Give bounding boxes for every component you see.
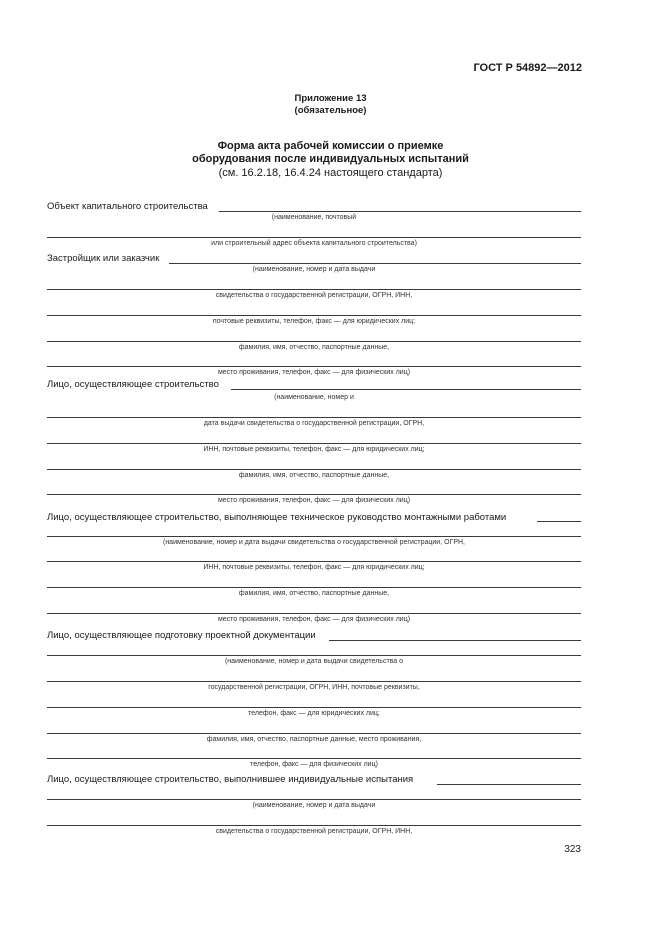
form-field-line[interactable] <box>47 289 581 290</box>
field-caption: свидетельства о государственной регистрации, ОГРН, ИНН, <box>215 292 413 299</box>
form-title-line2: оборудования после индивидуальных испытаний <box>192 153 469 165</box>
field-caption: фамилия, имя, отчество, паспортные данные, <box>238 472 390 479</box>
field-caption: (наименование, номер и дата выдачи свидетельства о <box>224 658 404 665</box>
form-field-line[interactable] <box>169 263 581 264</box>
form-field-line[interactable] <box>47 494 581 495</box>
form-reference: (см. 16.2.18, 16.4.24 настоящего стандарта) <box>218 167 443 179</box>
field-caption: фамилия, имя, отчество, паспортные данные, место проживания, <box>206 736 422 743</box>
form-field-line[interactable] <box>47 469 581 470</box>
standard-number: ГОСТ Р 54892—2012 <box>473 62 582 74</box>
field-caption: почтовые реквизиты, телефон, факс — для юридических лиц; <box>212 318 416 325</box>
form-field-line[interactable] <box>329 640 581 641</box>
form-field-line[interactable] <box>47 341 581 342</box>
form-field-line[interactable] <box>47 707 581 708</box>
appendix-title: Приложение 13 <box>294 93 367 104</box>
field-caption: (наименование, почтовый <box>271 214 357 221</box>
field-caption: ИНН, почтовые реквизиты, телефон, факс — для юридических лиц; <box>203 564 425 571</box>
section-label: Лицо, осуществляющее строительство, выполняющее техническое руководство монтажными работами <box>47 512 507 523</box>
form-field-line[interactable] <box>47 443 581 444</box>
field-caption: телефон, факс — для физических лиц) <box>250 761 378 768</box>
section-label: Застройщик или заказчик <box>47 253 160 264</box>
form-field-line[interactable] <box>47 561 581 562</box>
form-field-line[interactable] <box>47 613 581 614</box>
form-field-line[interactable] <box>47 825 581 826</box>
form-field-line[interactable] <box>47 315 581 316</box>
form-field-line[interactable] <box>47 536 581 537</box>
form-field-line[interactable] <box>47 587 581 588</box>
section-label: Лицо, осуществляющее строительство <box>47 379 219 390</box>
section-label: Объект капитального строительства <box>47 201 208 212</box>
field-caption: или строительный адрес объекта капитального строительства) <box>211 240 417 247</box>
appendix-status: (обязательное) <box>294 105 367 116</box>
field-caption: государственной регистрации, ОГРН, ИНН, почтовые реквизиты, <box>208 684 420 691</box>
field-caption: фамилия, имя, отчество, паспортные данные, <box>238 344 390 351</box>
field-caption: (наименование, номер и дата выдачи <box>252 802 376 809</box>
field-caption: свидетельства о государственной регистрации, ОГРН, ИНН, <box>215 828 413 835</box>
field-caption: фамилия, имя, отчество, паспортные данные, <box>238 590 390 597</box>
form-field-line[interactable] <box>219 211 581 212</box>
form-title-line1: Форма акта рабочей комиссии о приемке <box>217 140 444 152</box>
form-field-line[interactable] <box>47 733 581 734</box>
form-field-line[interactable] <box>47 758 581 759</box>
field-caption: дата выдачи свидетельства о государственной регистрации, ОГРН, <box>203 420 425 427</box>
field-caption: место проживания, телефон, факс — для физических лиц) <box>217 616 411 623</box>
field-caption: (наименование, номер и дата выдачи <box>252 266 376 273</box>
field-caption: (наименование, номер и <box>274 394 354 401</box>
field-caption: телефон, факс — для юридических лиц; <box>248 710 380 717</box>
section-label: Лицо, осуществляющее подготовку проектной документации <box>47 630 316 641</box>
form-field-line[interactable] <box>47 799 581 800</box>
form-field-line[interactable] <box>47 237 581 238</box>
page-number: 323 <box>564 844 581 855</box>
form-field-line[interactable] <box>231 389 581 390</box>
section-label: Лицо, осуществляющее строительство, выполнившее индивидуальные испытания <box>47 774 414 785</box>
form-field-line[interactable] <box>437 784 581 785</box>
field-caption: место проживания, телефон, факс — для физических лиц) <box>217 497 411 504</box>
field-caption: ИНН, почтовые реквизиты, телефон, факс — для юридических лиц; <box>203 446 425 453</box>
form-field-line[interactable] <box>47 417 581 418</box>
form-field-line[interactable] <box>47 681 581 682</box>
form-field-line[interactable] <box>47 655 581 656</box>
form-field-line[interactable] <box>47 366 581 367</box>
field-caption: (наименование, номер и дата выдачи свидетельства о государственной регистрации, ОГРН, <box>162 539 465 546</box>
field-caption: место проживания, телефон, факс — для физических лиц) <box>217 369 411 376</box>
form-field-line[interactable] <box>537 521 581 522</box>
